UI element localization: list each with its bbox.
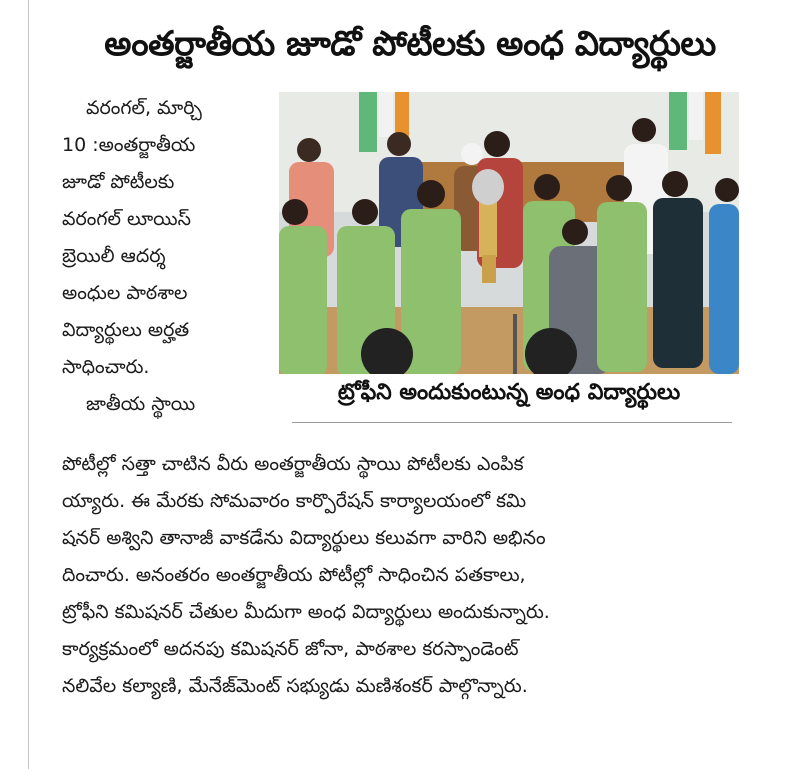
article-line: పోటీల్లో సత్తా చాటిన వీరు అంతర్జాతీయ స్థాయి పోటీలకు ఎంపిక [62, 453, 524, 475]
news-photo [279, 92, 739, 374]
article-headline: అంతర్జాతీయ జూడో పోటీలకు అంధ విద్యార్థులు [104, 24, 716, 64]
article-line: జాతీయ స్థాయి [86, 393, 196, 415]
photo-caption: ట్రోఫీని అందుకుంటున్న అంధ విద్యార్థులు [337, 380, 681, 405]
article-line: వరంగల్ లూయిస్ [62, 208, 191, 230]
article-line: బ్రెయిలీ ఆదర్శ [62, 245, 166, 267]
caption-divider [292, 422, 732, 423]
article-line: వరంగల్, మార్చి [86, 97, 202, 119]
article-line: దించారు. అనంతరం అంతర్జాతీయ పోటీల్లో సాధించిన పతకాలు, [62, 564, 526, 586]
article-line: 10 :అంతర్జాతీయ [62, 134, 196, 156]
article-line: ట్రోఫీని కమిషనర్ చేతుల మీదుగా అంధ విద్యార్థులు అందుకున్నారు. [62, 601, 550, 623]
article-line: అంధుల పాఠశాల [62, 282, 188, 304]
column-divider [28, 0, 29, 769]
article-line: నలివేల కల్యాణి, మేనేజ్‌మెంట్ సభ్యుడు మణిశంకర్ పాల్గొన్నారు. [62, 675, 528, 697]
article-line: విద్యార్థులు అర్హత [62, 319, 190, 341]
article-line: య్యారు. ఈ మేరకు సోమవారం కార్పొరేషన్ కార్యాలయంలో కమి [62, 490, 527, 512]
article-intro [62, 90, 277, 423]
article-line: కార్యక్రమంలో అదనపు కమిషనర్ జోనా, పాఠశాల కరస్పాండెంట్ [62, 638, 519, 660]
article-line: జూడో పోటీలకు [62, 171, 175, 193]
article-line: సాధించారు. [62, 356, 150, 378]
news-photo-illustration [279, 92, 739, 374]
article-line: షనర్ అశ్విని తానాజీ వాకడేను విద్యార్థులు కలువగా వారిని అభినం [62, 527, 546, 549]
article-body [62, 446, 752, 705]
